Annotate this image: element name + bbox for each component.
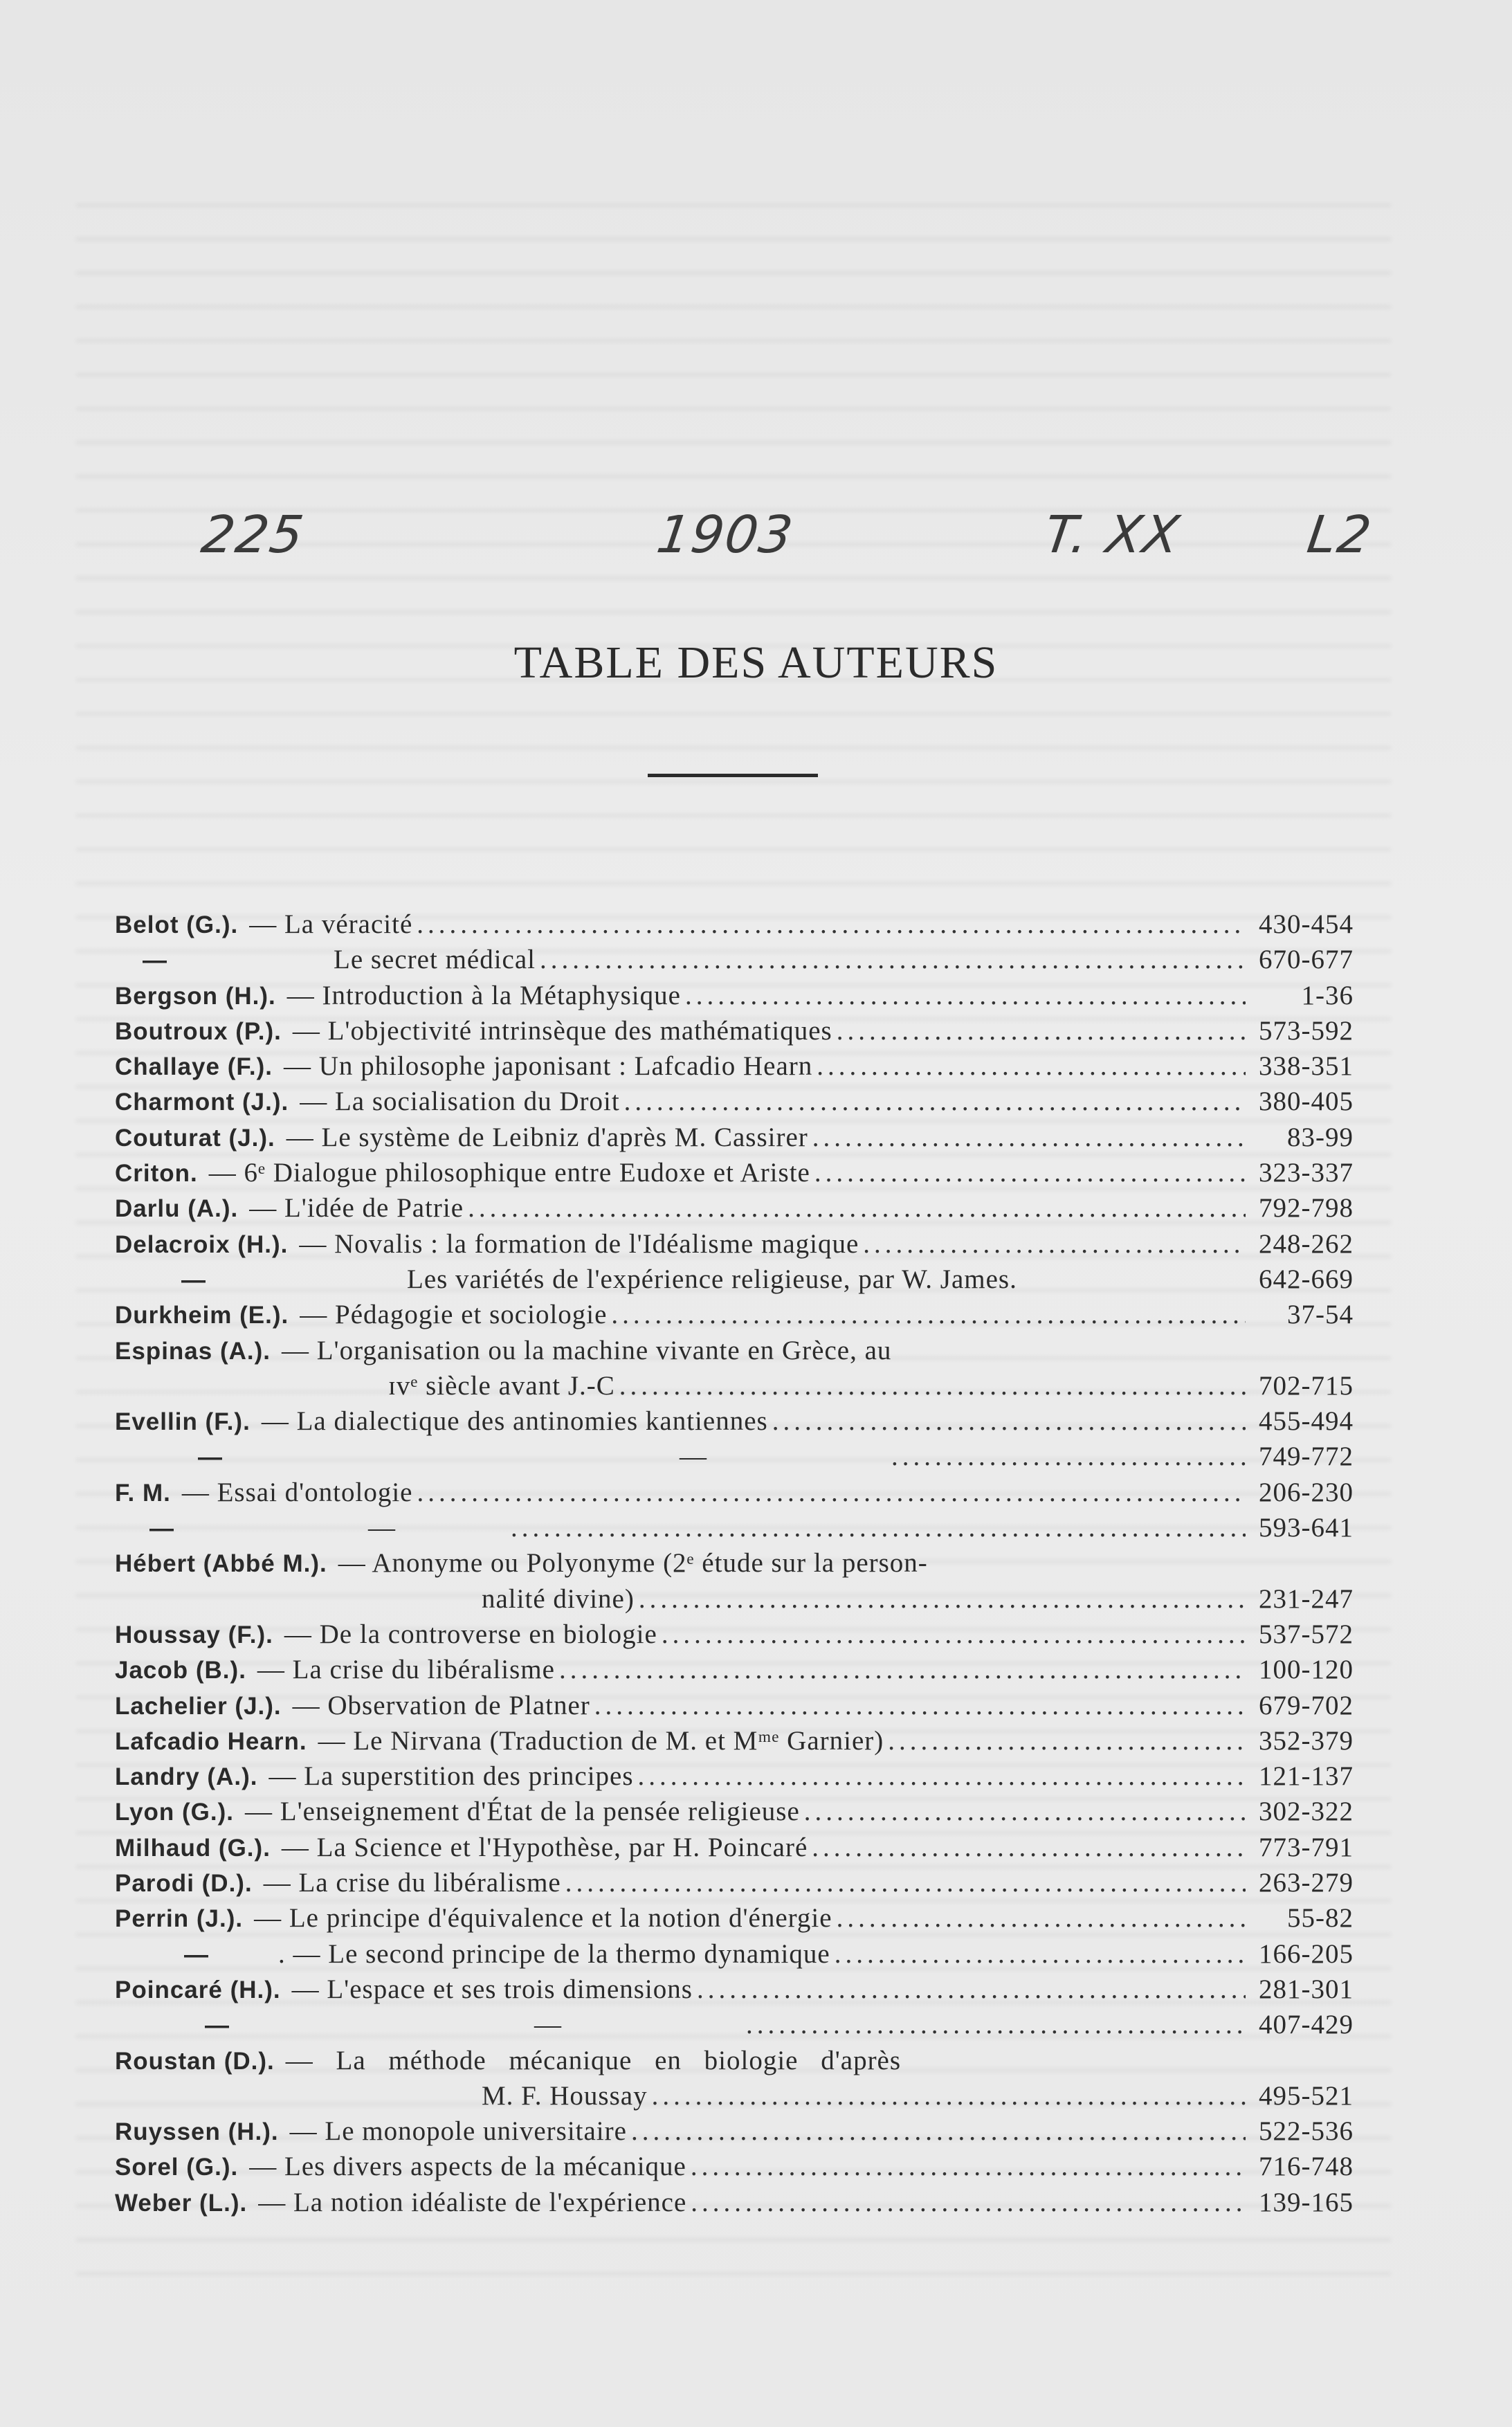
- index-entry: [115, 1865, 1354, 1900]
- article-title: — La crise du libéralisme: [263, 1868, 561, 1898]
- page-range: 642-669: [1259, 1264, 1354, 1294]
- leader-dots: [662, 1617, 1246, 1652]
- leader-dots: [619, 1368, 1246, 1403]
- article-title-continued: nalité divine): [482, 1583, 635, 1614]
- author-name: Lafcadio Hearn.: [115, 1727, 307, 1755]
- page-range: 55-82: [1287, 1903, 1354, 1934]
- ditto-mark: —: [534, 2010, 562, 2040]
- page-range: 407-429: [1259, 2010, 1354, 2040]
- leader-dots: [817, 1048, 1246, 1084]
- page-range: 352-379: [1259, 1725, 1354, 1756]
- author-name: Perrin (J.).: [115, 1905, 244, 1933]
- ditto-mark: —: [368, 1513, 396, 1543]
- ditto-mark: —: [198, 1444, 223, 1471]
- page-range: 702-715: [1259, 1370, 1354, 1401]
- page-range: 83-99: [1287, 1122, 1354, 1152]
- author-name: Jacob (B.).: [115, 1657, 246, 1684]
- article-title: — Anonyme ou Polyonyme (2ᵉ étude sur la person-: [338, 1548, 928, 1579]
- ditto-mark: —: [184, 1940, 209, 1968]
- author-name: Parodi (D.).: [115, 1870, 253, 1898]
- article-title: Les variétés de l'expérience religieuse, par W. James.: [407, 1264, 1017, 1294]
- index-entry: [115, 1013, 1354, 1048]
- ditto-mark: —: [680, 1442, 707, 1472]
- index-entry: [115, 1190, 1354, 1226]
- article-title: — L'idée de Patrie: [249, 1193, 464, 1224]
- index-entry: [115, 1545, 1354, 1617]
- leader-dots: [565, 1865, 1246, 1900]
- author-name: Delacroix (H.).: [115, 1230, 289, 1258]
- index-entry: [115, 1794, 1354, 1829]
- page-range: 248-262: [1259, 1228, 1354, 1259]
- page-range: 380-405: [1259, 1087, 1354, 1117]
- leader-dots: [652, 2078, 1246, 2114]
- page-range: 716-748: [1259, 2152, 1354, 2182]
- article-title: — Novalis : la formation de l'Idéalisme magique: [299, 1228, 859, 1259]
- author-name: Sorel (G.).: [115, 2154, 239, 2181]
- page-range: 263-279: [1259, 1868, 1354, 1898]
- index-entry: [115, 907, 1354, 942]
- author-index: [115, 907, 1354, 2220]
- index-entry: [115, 1510, 1354, 1545]
- index-entry: [115, 1439, 1354, 1474]
- page-range: 302-322: [1259, 1797, 1354, 1827]
- author-name: Durkheim (E.).: [115, 1302, 289, 1329]
- author-name: Milhaud (G.).: [115, 1834, 271, 1862]
- leader-dots: [511, 1510, 1246, 1545]
- article-title: — L'enseignement d'État de la pensée religieuse: [245, 1797, 800, 1827]
- page-range: 573-592: [1259, 1015, 1354, 1046]
- title-rule: [648, 774, 818, 777]
- page-range: 1-36: [1301, 980, 1354, 1010]
- ditto-mark: —: [143, 947, 167, 974]
- article-title: — La méthode mécanique en biologie d'après: [285, 2045, 902, 2075]
- page-range: 522-536: [1259, 2116, 1354, 2147]
- leader-dots: [685, 978, 1246, 1013]
- article-title: — Le Nirvana (Traduction de M. et Mᵐᵉ Garnier): [318, 1725, 884, 1756]
- leader-dots: [638, 1758, 1246, 1794]
- leader-dots: [639, 1581, 1246, 1617]
- leader-dots: [624, 1084, 1246, 1119]
- author-name: Landry (A.).: [115, 1763, 258, 1791]
- author-name: Espinas (A.).: [115, 1337, 271, 1365]
- ditto-mark: —: [181, 1266, 206, 1293]
- index-entry: [115, 942, 1354, 977]
- article-title: — Le monopole universitaire: [289, 2116, 627, 2147]
- index-entry: [115, 1226, 1354, 1262]
- article-title: — L'organisation ou la machine vivante en Grèce, au: [281, 1335, 892, 1365]
- article-title: — 6ᵉ Dialogue philosophique entre Eudoxe et Ariste: [208, 1158, 810, 1188]
- leader-dots: [611, 1297, 1246, 1332]
- index-entry: [115, 1048, 1354, 1084]
- index-entry: [115, 1936, 1354, 1972]
- author-name: Ruyssen (H.).: [115, 2118, 279, 2146]
- page-range: 231-247: [1259, 1583, 1354, 1614]
- leader-dots: [814, 1155, 1246, 1190]
- index-entry: [115, 1830, 1354, 1865]
- page-range: 37-54: [1287, 1300, 1354, 1330]
- leader-dots: [540, 942, 1246, 977]
- leader-dots: [417, 907, 1246, 942]
- article-title: — Pédagogie et sociologie: [300, 1300, 608, 1330]
- article-title: — Introduction à la Métaphysique: [286, 980, 681, 1010]
- handwritten-note: L2: [1303, 505, 1376, 565]
- author-name: Roustan (D.).: [115, 2047, 275, 2075]
- leader-dots: [837, 1013, 1246, 1048]
- page-range: 121-137: [1259, 1761, 1354, 1792]
- index-entry: [115, 1084, 1354, 1119]
- author-name: Weber (L.).: [115, 2189, 248, 2217]
- leader-dots: [888, 1723, 1246, 1758]
- author-name: Lachelier (J.).: [115, 1692, 282, 1720]
- page-range: 749-772: [1259, 1442, 1354, 1472]
- page-range: 455-494: [1259, 1406, 1354, 1437]
- index-entry: [115, 1652, 1354, 1687]
- page-range: 166-205: [1259, 1938, 1354, 1969]
- leader-dots: [812, 1120, 1246, 1155]
- author-name: F. M.: [115, 1479, 171, 1507]
- leader-dots: [863, 1226, 1246, 1262]
- article-title: Le secret médical: [334, 945, 536, 975]
- author-name: Lyon (G.).: [115, 1799, 235, 1826]
- handwritten-note: T. XX: [1040, 505, 1184, 565]
- page-range: 537-572: [1259, 1619, 1354, 1649]
- article-title: — La véracité: [249, 909, 413, 939]
- index-entry: [115, 1475, 1354, 1510]
- leader-dots: [772, 1403, 1246, 1439]
- author-name: Challaye (F.).: [115, 1053, 273, 1081]
- index-entry: [115, 1120, 1354, 1155]
- leader-dots: [837, 1900, 1246, 1936]
- author-name: Hébert (Abbé M.).: [115, 1550, 327, 1578]
- page-range: 773-791: [1259, 1832, 1354, 1862]
- handwritten-notes: [0, 505, 1512, 588]
- article-title: — La superstition des principes: [268, 1761, 634, 1792]
- leader-dots: [697, 1972, 1246, 2007]
- article-title: — La notion idéaliste de l'expérience: [258, 2187, 687, 2217]
- article-title: — Le principe d'équivalence et la notion d'énergie: [254, 1903, 832, 1934]
- page-range: 792-798: [1259, 1193, 1354, 1224]
- index-entry: [115, 1297, 1354, 1332]
- article-title: — Le système de Leibniz d'après M. Cassirer: [286, 1122, 808, 1152]
- article-title: — Un philosophe japonisant : Lafcadio Hearn: [283, 1051, 813, 1082]
- page-title: TABLE DES AUTEURS: [513, 637, 999, 688]
- page-range: 679-702: [1259, 1690, 1354, 1720]
- article-title: — La dialectique des antinomies kantiennes: [261, 1406, 768, 1437]
- leader-dots: [417, 1475, 1246, 1510]
- leader-dots: [804, 1794, 1246, 1829]
- index-entry: [115, 1723, 1354, 1758]
- article-title: — Essai d'ontologie: [181, 1477, 413, 1507]
- article-title: — La crise du libéralisme: [257, 1655, 555, 1685]
- leader-dots: [835, 1936, 1246, 1972]
- article-title: . — Le second principe de la thermo dynamique: [278, 1938, 830, 1969]
- index-entry: [115, 1155, 1354, 1190]
- page-range: 495-521: [1259, 2080, 1354, 2111]
- index-entry: [115, 1688, 1354, 1723]
- page-range: 139-165: [1259, 2187, 1354, 2217]
- article-title-continued: M. F. Houssay: [482, 2080, 648, 2111]
- page-range: 281-301: [1259, 1974, 1354, 2004]
- author-name: Bergson (H.).: [115, 982, 276, 1010]
- handwritten-note: 1903: [653, 505, 798, 565]
- page-range: 593-641: [1259, 1513, 1354, 1543]
- page-range: 338-351: [1259, 1051, 1354, 1082]
- index-entry: [115, 1333, 1354, 1404]
- page-range: 206-230: [1259, 1477, 1354, 1507]
- leader-dots: [746, 2007, 1246, 2042]
- article-title: — Observation de Platner: [292, 1690, 590, 1720]
- index-entry: [115, 1403, 1354, 1439]
- index-entry: [115, 2114, 1354, 2149]
- article-title: — Les divers aspects de la mécanique: [249, 2152, 686, 2182]
- author-name: Belot (G.).: [115, 911, 239, 938]
- index-entry: [115, 2007, 1354, 2042]
- author-name: Houssay (F.).: [115, 1621, 273, 1648]
- author-name: Couturat (J.).: [115, 1124, 275, 1152]
- author-name: Charmont (J.).: [115, 1089, 289, 1116]
- index-entry: [115, 1758, 1354, 1794]
- index-entry: [115, 2043, 1354, 2114]
- leader-dots: [691, 2149, 1246, 2184]
- author-name: Boutroux (P.).: [115, 1017, 282, 1045]
- ditto-mark: —: [205, 2012, 230, 2039]
- index-entry: [115, 2149, 1354, 2184]
- index-entry: [115, 978, 1354, 1013]
- leader-dots: [691, 2185, 1246, 2220]
- index-entry: [115, 2185, 1354, 2220]
- article-title-continued: ɪvᵉ siècle avant J.-C: [388, 1370, 615, 1401]
- index-entry: [115, 1972, 1354, 2007]
- leader-dots: [594, 1688, 1246, 1723]
- page-range: 100-120: [1259, 1655, 1354, 1685]
- leader-dots: [468, 1190, 1246, 1226]
- handwritten-note: 225: [197, 505, 309, 565]
- page-range: 670-677: [1259, 945, 1354, 975]
- author-name: Darlu (A.).: [115, 1195, 239, 1223]
- article-title: — De la controverse en biologie: [284, 1619, 657, 1649]
- leader-dots: [812, 1830, 1246, 1865]
- index-entry: [115, 1262, 1354, 1297]
- article-title: — L'espace et ses trois dimensions: [291, 1974, 693, 2004]
- author-name: Poincaré (H.).: [115, 1976, 281, 2003]
- article-title: — La Science et l'Hypothèse, par H. Poincaré: [281, 1832, 808, 1862]
- article-title: — L'objectivité intrinsèque des mathématiques: [292, 1015, 832, 1046]
- article-title: — La socialisation du Droit: [300, 1087, 620, 1117]
- author-name: Evellin (F.).: [115, 1408, 251, 1436]
- leader-dots: [891, 1439, 1246, 1474]
- leader-dots: [559, 1652, 1246, 1687]
- index-entry: [115, 1900, 1354, 1936]
- page-range: 430-454: [1259, 909, 1354, 939]
- author-name: Criton.: [115, 1160, 198, 1188]
- leader-dots: [631, 2114, 1246, 2149]
- ditto-mark: —: [149, 1515, 174, 1543]
- page-range: 323-337: [1259, 1158, 1354, 1188]
- index-entry: [115, 1617, 1354, 1652]
